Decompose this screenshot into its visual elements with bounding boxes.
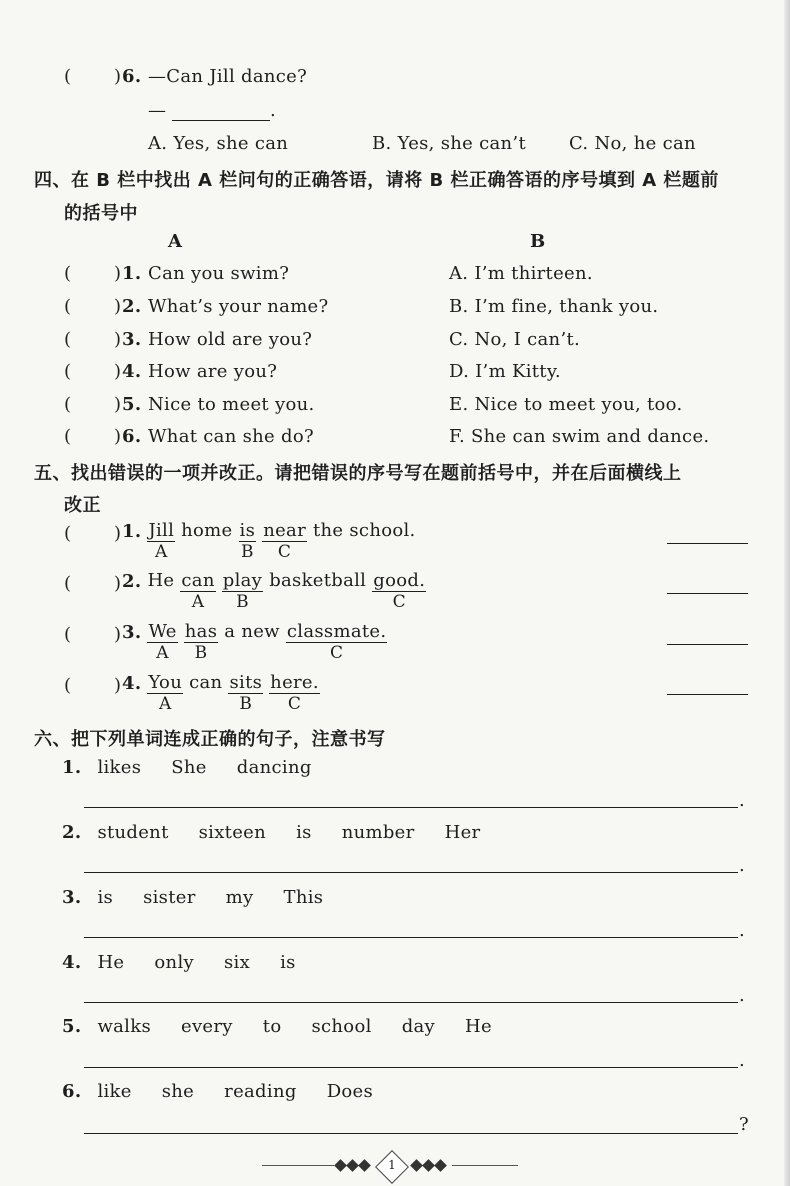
word: sixteen	[198, 822, 267, 843]
word: is	[296, 822, 312, 843]
option-word: sits	[229, 672, 263, 693]
diamond-icon	[346, 1159, 359, 1172]
option-letter: A	[191, 592, 205, 612]
sentence	[122, 622, 387, 663]
answer-dash: —	[148, 100, 167, 121]
footer-rule-right	[452, 1165, 518, 1166]
option-letter: A	[156, 643, 169, 663]
answer-paren-close: )	[114, 573, 122, 594]
item-number: 3.	[62, 887, 82, 908]
page-edge-shadow	[784, 0, 790, 1186]
column-a-text: How old are you?	[148, 329, 313, 350]
writing-line[interactable]	[84, 937, 738, 938]
underlined-option	[286, 622, 387, 663]
section-6-title: 六、把下列单词连成正确的句子，注意书写	[34, 729, 386, 750]
answer-paren-open: (	[64, 361, 72, 382]
underlined-option	[147, 521, 175, 562]
option-word: has	[184, 621, 218, 642]
word: my	[225, 887, 254, 908]
item-number: 3.	[122, 622, 142, 643]
item-number: 4.	[62, 952, 82, 973]
question-number: 6.	[122, 66, 142, 87]
option-word: Jill	[148, 520, 175, 541]
answer-paren-close: )	[114, 296, 122, 317]
underlined-option	[147, 673, 183, 714]
option-letter: A	[154, 542, 168, 562]
option-word: is	[239, 520, 256, 541]
option-word: We	[148, 621, 177, 642]
column-b-text: B. I’m fine, thank you.	[449, 296, 659, 317]
answer-paren-close: )	[114, 394, 122, 415]
word: This	[283, 887, 324, 908]
diamond-icon	[358, 1159, 371, 1172]
item-number: 2.	[62, 822, 82, 843]
option-word: play	[222, 570, 263, 591]
column-a-text: Can you swim?	[148, 263, 290, 284]
end-punctuation: .	[739, 790, 745, 811]
word: is	[280, 952, 296, 973]
word: She	[171, 757, 207, 778]
word: student	[97, 822, 169, 843]
answer-paren-open: (	[64, 573, 72, 594]
section-5-title: 五、找出错误的一项并改正。请把错误的序号写在题前括号中，并在后面横线上	[34, 463, 682, 484]
answer-paren-close: )	[114, 263, 122, 284]
row-number: 3.	[122, 329, 142, 350]
question-text: —Can Jill dance?	[148, 66, 308, 87]
column-a-text: What can she do?	[148, 426, 314, 447]
item-number: 6.	[62, 1081, 82, 1102]
word-list	[62, 952, 296, 973]
diamond-icon	[334, 1159, 347, 1172]
column-a-text: What’s your name?	[148, 296, 329, 317]
option-word: here.	[270, 672, 319, 693]
end-punctuation: ?	[739, 1114, 749, 1135]
word-list	[62, 822, 480, 843]
word: is	[97, 887, 114, 908]
word-list	[62, 887, 323, 908]
column-a-header: A	[168, 231, 183, 252]
writing-line[interactable]	[84, 1002, 738, 1003]
item-number: 4.	[122, 673, 142, 694]
word: school	[311, 1016, 372, 1037]
underlined-option	[180, 571, 215, 612]
word-list	[62, 1081, 373, 1102]
word: likes	[97, 757, 142, 778]
underlined-option	[262, 521, 307, 562]
row-number: 2.	[122, 296, 142, 317]
answer-paren-close: )	[114, 624, 122, 645]
underlined-option	[269, 673, 320, 714]
diamond-icon	[434, 1159, 447, 1172]
section-5-title-cont: 改正	[64, 495, 101, 516]
correction-blank-line[interactable]	[667, 644, 748, 645]
word: every	[181, 1016, 233, 1037]
option-letter: B	[239, 694, 253, 714]
option-letter: B	[236, 592, 249, 612]
section-4-title: 四、在 B 栏中找出 A 栏问句的正确答语，请将 B 栏正确答语的序号填到 A 栏题前	[34, 170, 719, 191]
plain-word: home	[181, 520, 233, 541]
word-list	[62, 1016, 492, 1037]
column-b-text: D. I’m Kitty.	[449, 361, 561, 382]
row-number: 6.	[122, 426, 142, 447]
underlined-option	[222, 571, 263, 612]
answer-paren-open: (	[64, 329, 72, 350]
footer-rule-left	[262, 1165, 334, 1166]
writing-line[interactable]	[84, 1067, 738, 1068]
sentence	[122, 521, 416, 562]
underlined-option	[184, 622, 218, 663]
answer-paren-close: )	[114, 329, 122, 350]
option-letter: C	[392, 592, 406, 612]
column-a-text: How are you?	[148, 361, 278, 382]
page-number: 1	[388, 1158, 396, 1172]
answer-paren-open: (	[64, 263, 72, 284]
end-punctuation: .	[739, 855, 745, 876]
sentence	[122, 673, 320, 714]
option-b: B. Yes, she can’t	[372, 133, 526, 154]
item-number: 1.	[62, 757, 82, 778]
word: day	[401, 1016, 436, 1037]
column-b-text: F. She can swim and dance.	[449, 426, 710, 447]
underlined-option	[372, 571, 426, 612]
word: reading	[224, 1081, 297, 1102]
diamond-icon	[422, 1159, 435, 1172]
word: sister	[143, 887, 196, 908]
word: walks	[97, 1016, 151, 1037]
column-a-text: Nice to meet you.	[148, 394, 315, 415]
section-4-title-cont: 的括号中	[64, 203, 138, 224]
option-c: C. No, he can	[569, 133, 696, 154]
option-letter: B	[240, 542, 254, 562]
word: to	[262, 1016, 282, 1037]
plain-word: He	[147, 570, 175, 591]
item-number: 1.	[122, 521, 142, 542]
answer-paren-close: )	[114, 361, 122, 382]
end-punctuation: .	[739, 985, 745, 1006]
writing-line[interactable]	[84, 872, 738, 873]
option-word: can	[181, 570, 215, 591]
word-list	[62, 757, 312, 778]
word: only	[154, 952, 194, 973]
row-number: 5.	[122, 394, 142, 415]
word: like	[97, 1081, 132, 1102]
word: dancing	[236, 757, 312, 778]
option-word: You	[148, 672, 183, 693]
row-number: 4.	[122, 361, 142, 382]
sentence	[122, 571, 426, 612]
answer-blank-line[interactable]	[172, 120, 270, 121]
word: Does	[326, 1081, 374, 1102]
underlined-option	[147, 622, 177, 663]
correction-blank-line[interactable]	[667, 543, 748, 544]
column-b-text: C. No, I can’t.	[449, 329, 581, 350]
answer-period: .	[270, 100, 277, 121]
answer-paren-open: (	[64, 66, 72, 87]
answer-paren-open: (	[64, 394, 72, 415]
row-number: 1.	[122, 263, 142, 284]
answer-paren-close: )	[114, 426, 122, 447]
word: six	[224, 952, 251, 973]
answer-paren-open: (	[64, 426, 72, 447]
column-b-text: E. Nice to meet you, too.	[449, 394, 683, 415]
word: Her	[444, 822, 481, 843]
item-number: 2.	[122, 571, 142, 592]
option-word: good.	[373, 570, 426, 591]
word: number	[341, 822, 415, 843]
option-letter: C	[277, 542, 292, 562]
end-punctuation: .	[739, 920, 745, 941]
word: He	[465, 1016, 492, 1037]
answer-paren-open: (	[64, 523, 72, 544]
option-letter: B	[194, 643, 208, 663]
answer-paren-close: )	[114, 675, 122, 696]
answer-paren-open: (	[64, 675, 72, 696]
plain-word: the school.	[313, 520, 416, 541]
end-punctuation: .	[739, 1050, 745, 1071]
option-letter: C	[329, 643, 344, 663]
item-number: 5.	[62, 1016, 82, 1037]
plain-word: basketball	[269, 570, 367, 591]
underlined-option	[239, 521, 257, 562]
option-word: classmate.	[286, 621, 387, 642]
option-letter: C	[287, 694, 302, 714]
column-b-text: A. I’m thirteen.	[449, 263, 593, 284]
word: she	[161, 1081, 195, 1102]
writing-line[interactable]	[84, 1133, 738, 1134]
diamond-icon	[410, 1159, 423, 1172]
writing-line[interactable]	[84, 807, 738, 808]
answer-paren-close: )	[114, 66, 122, 87]
word: He	[97, 952, 125, 973]
answer-paren-open: (	[64, 296, 72, 317]
answer-paren-close: )	[114, 523, 122, 544]
correction-blank-line[interactable]	[667, 593, 748, 594]
correction-blank-line[interactable]	[667, 694, 748, 695]
option-a: A. Yes, she can	[148, 133, 289, 154]
option-letter: A	[158, 694, 172, 714]
option-word: near	[263, 520, 306, 541]
plain-word: can	[189, 672, 223, 693]
answer-paren-open: (	[64, 624, 72, 645]
plain-word: a new	[224, 621, 280, 642]
column-b-header: B	[530, 231, 546, 252]
underlined-option	[228, 673, 263, 714]
